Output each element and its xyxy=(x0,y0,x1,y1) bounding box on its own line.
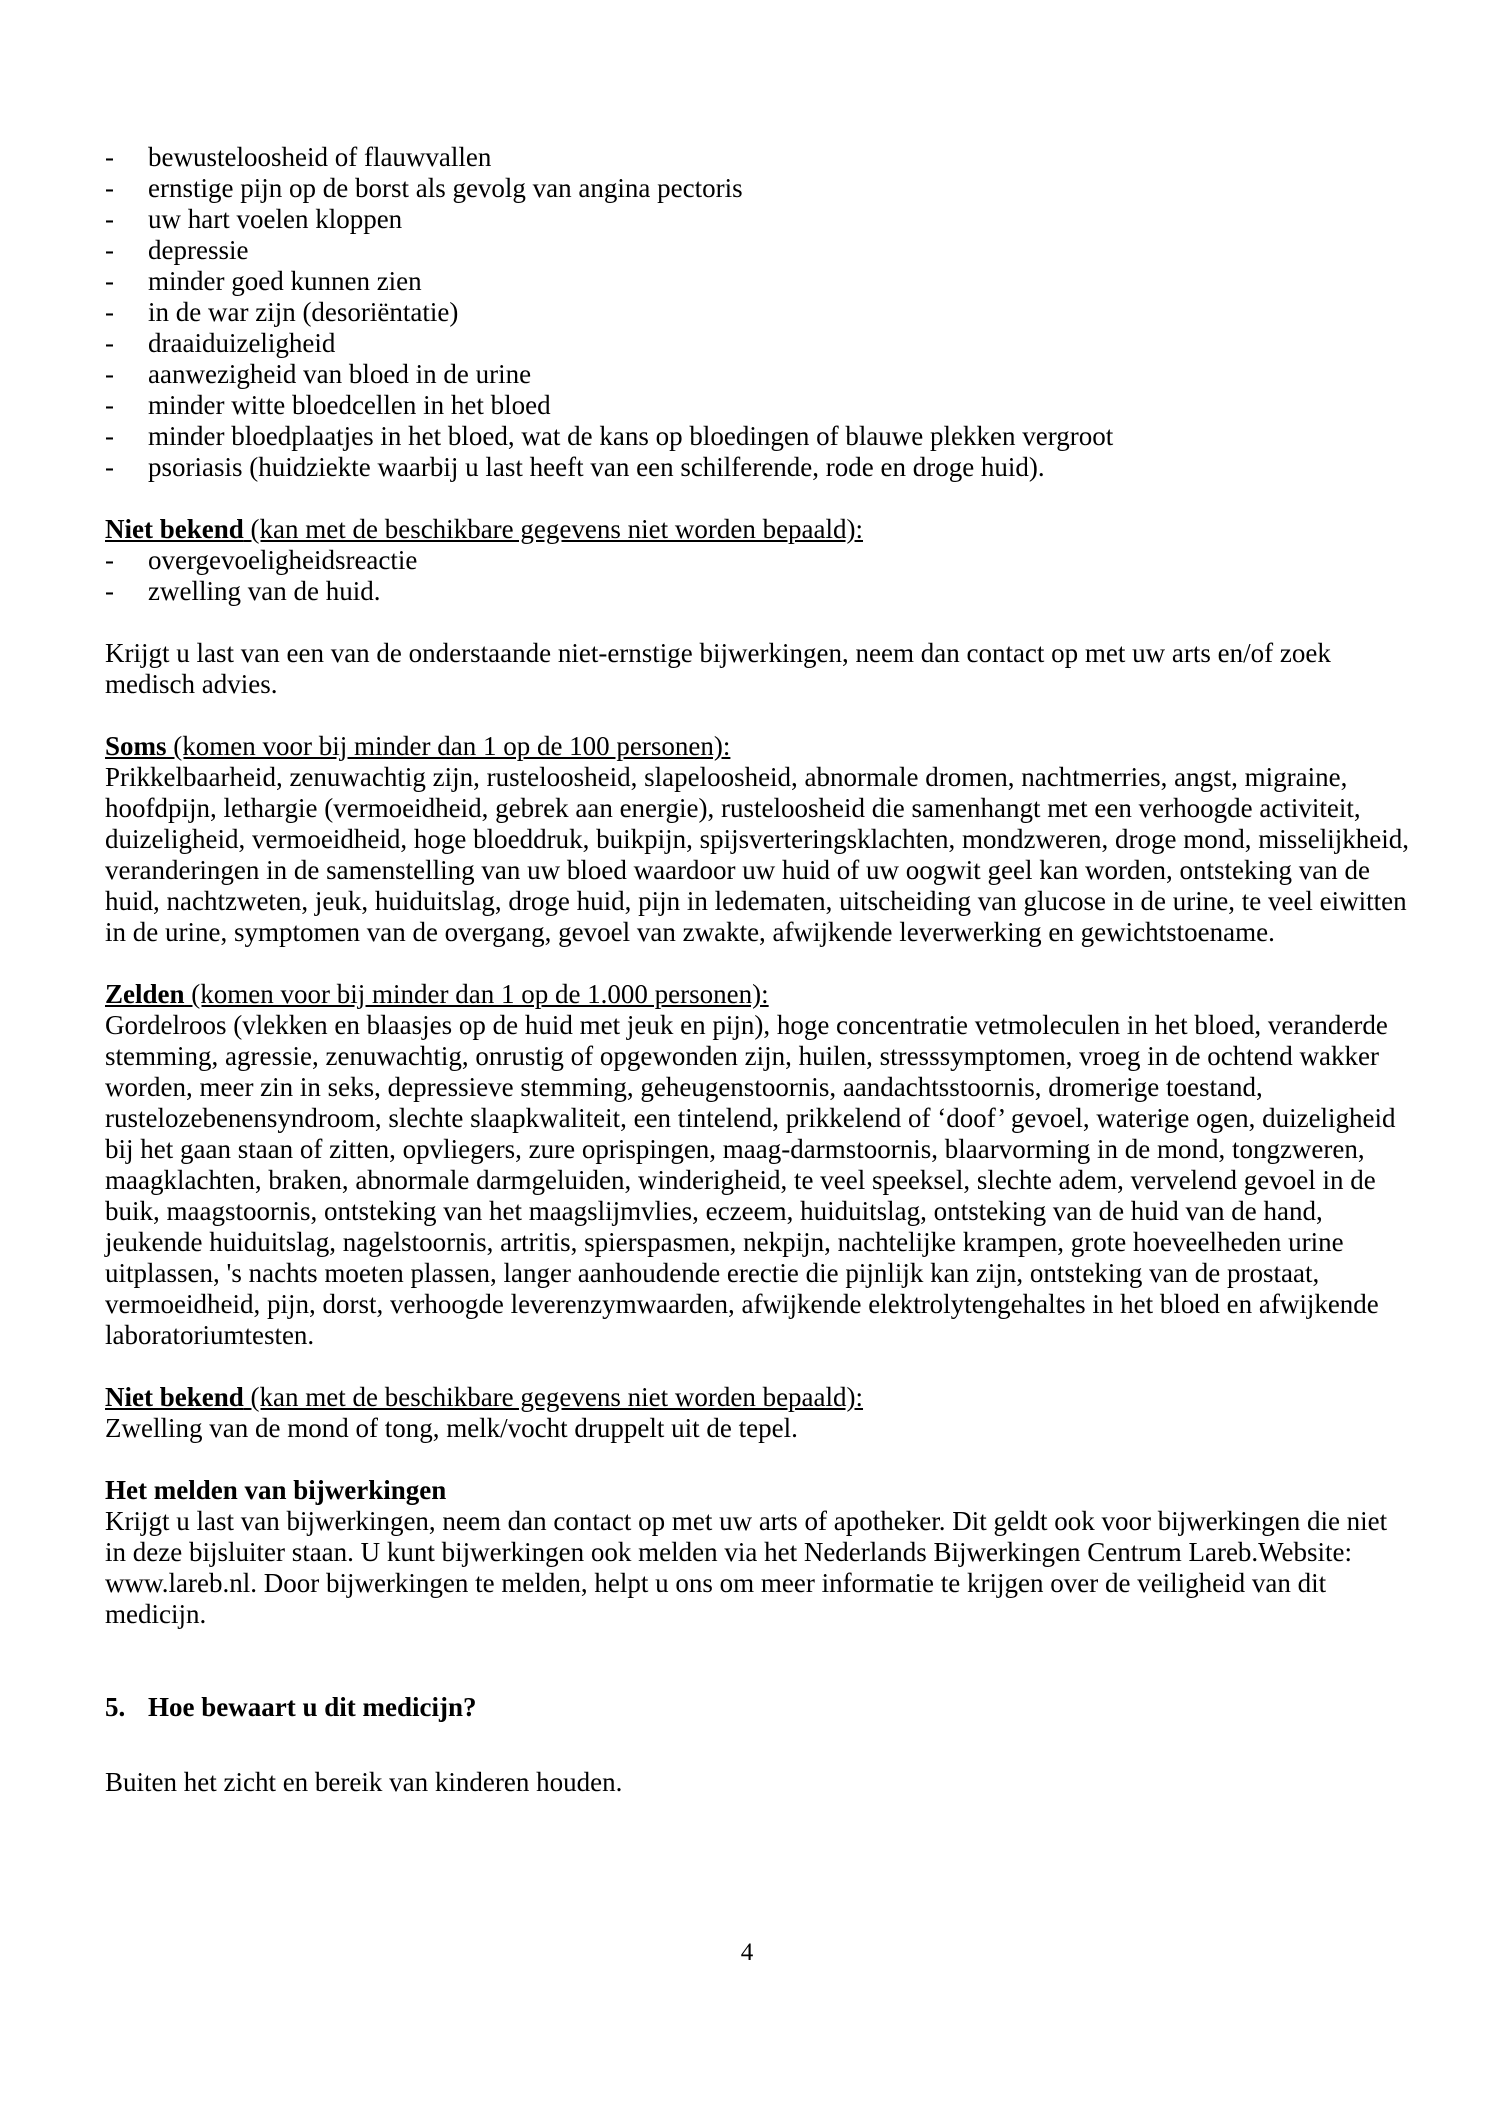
list-item-text: ernstige pijn op de borst als gevolg van angina pectoris xyxy=(148,173,743,203)
list-item-text: bewusteloosheid of flauwvallen xyxy=(148,142,492,172)
list-item-text: in de war zijn (desoriëntatie) xyxy=(148,297,459,327)
section-5-heading xyxy=(105,1692,1410,1723)
dash-marker: - xyxy=(105,545,114,575)
heading-bold-text: Zelden xyxy=(105,979,185,1009)
melden-paragraph: Krijgt u last van bijwerkingen, neem dan contact op met uw arts of apotheker. Dit geldt ook voor bijwerkingen die niet in deze bijsluiter staan. U kunt bijwerkingen ook melden via het Nederlands Bijwerkingen Centrum Lareb.Website: www.lareb.nl. Door bijwerkingen te melden, helpt u ons om meer informatie te krijgen over de veiligheid van dit medicijn. xyxy=(105,1506,1388,1629)
dash-marker: - xyxy=(105,359,114,389)
page-number: 4 xyxy=(740,1939,754,1966)
list-item-text: aanwezigheid van bloed in de urine xyxy=(148,359,532,389)
list-item xyxy=(105,452,1410,483)
list-item xyxy=(105,235,1410,266)
section-5-number: 5. xyxy=(105,1692,126,1722)
zelden-paragraph: Gordelroos (vlekken en blaasjes op de huid met jeuk en pijn), hoge concentratie vetmoleculen in het bloed, veranderde stemming, agressie, zenuwachtig, onrustig of opgewonden zijn, huilen, stresssymptomen, vroeg in de ochtend wakker worden, meer zin in seks, depressieve stemming, geheugenstoornis, aandachtsstoornis, dromerige toestand, rustelozebenensyndroom, slechte slaapkwaliteit, een tintelend, prikkelend of ‘doof’ gevoel, waterige ogen, duizeligheid bij het gaan staan of zitten, opvliegers, zure oprispingen, maag-darmstoornis, blaarvorming in de mond, tongzweren, maagklachten, braken, abnormale darmgeluiden, winderigheid, te veel speeksel, slechte adem, vervelend gevoel in de buik, maagstoornis, ontsteking van het maagslijmvlies, eczeem, huiduitslag, ontsteking van de huid van de hand, jeukende huiduitslag, nagelstoornis, artritis, spierspasmen, nekpijn, nachtelijke krampen, grote hoeveelheden urine uitplassen, 's nachts moeten plassen, langer aanhoudende erectie die pijnlijk kan zijn, ontsteking van de prostaat, vermoeidheid, pijn, dorst, verhoogde leverenzymwaarden, afwijkende elektrolytengehaltes in het bloed en afwijkende laboratoriumtesten. xyxy=(105,1010,1396,1350)
niet-bekend-2-text: Zwelling van de mond of tong, melk/vocht druppelt uit de tepel. xyxy=(105,1413,798,1443)
list-item xyxy=(105,576,1410,607)
side-effects-list-secondary xyxy=(105,545,1410,607)
heading-rest-text: (komen voor bij minder dan 1 op de 100 personen): xyxy=(166,731,731,761)
side-effects-list-primary xyxy=(105,142,1410,483)
list-item xyxy=(105,545,1410,576)
list-item xyxy=(105,390,1410,421)
list-item xyxy=(105,173,1410,204)
page-content xyxy=(105,142,1410,1798)
heading-het-melden: Het melden van bijwerkingen xyxy=(105,1475,447,1505)
storage-paragraph: Buiten het zicht en bereik van kinderen houden. xyxy=(105,1767,623,1797)
soms-paragraph: Prikkelbaarheid, zenuwachtig zijn, rusteloosheid, slapeloosheid, abnormale dromen, nachtmerries, angst, migraine, hoofdpijn, lethargie (vermoeidheid, gebrek aan energie), rusteloosheid die samenhangt met een verhoogde activiteit, duizeligheid, vermoeidheid, hoge bloeddruk, buikpijn, spijsverteringsklachten, mondzweren, droge mond, misselijkheid, veranderingen in de samenstelling van uw bloed waardoor uw huid of uw oogwit geel kan worden, ontsteking van de huid, nachtzweten, jeuk, huiduitslag, droge huid, pijn in ledematen, uitscheiding van glucose in de urine, te veel eiwitten in de urine, symptomen van de overgang, gevoel van zwakte, afwijkende leverwerking en gewichtstoename. xyxy=(105,762,1409,947)
list-item-text: minder witte bloedcellen in het bloed xyxy=(148,390,551,420)
section-5-title: Hoe bewaart u dit medicijn? xyxy=(148,1692,477,1722)
list-item-text: zwelling van de huid. xyxy=(148,576,381,606)
advice-paragraph: Krijgt u last van een van de onderstaande niet-ernstige bijwerkingen, neem dan contact op met uw arts en/of zoek medisch advies. xyxy=(105,638,1331,699)
list-item xyxy=(105,359,1410,390)
dash-marker: - xyxy=(105,297,114,327)
list-item xyxy=(105,328,1410,359)
heading-bold-text: Niet bekend xyxy=(105,1382,244,1412)
list-item-text: uw hart voelen kloppen xyxy=(148,204,403,234)
dash-marker: - xyxy=(105,421,114,451)
heading-bold-text: Soms xyxy=(105,731,167,761)
dash-marker: - xyxy=(105,328,114,358)
dash-marker: - xyxy=(105,204,114,234)
heading-rest-text: (kan met de beschikbare gegevens niet worden bepaald): xyxy=(243,514,864,544)
list-item-text: minder bloedplaatjes in het bloed, wat de kans op bloedingen of blauwe plekken vergroot xyxy=(148,421,1114,451)
heading-rest-text: (kan met de beschikbare gegevens niet worden bepaald): xyxy=(243,1382,864,1412)
list-item xyxy=(105,266,1410,297)
dash-marker: - xyxy=(105,235,114,265)
list-item xyxy=(105,421,1410,452)
list-item xyxy=(105,142,1410,173)
list-item xyxy=(105,204,1410,235)
list-item-text: psoriasis (huidziekte waarbij u last heeft van een schilferende, rode en droge huid). xyxy=(148,452,1045,482)
heading-niet-bekend-2 xyxy=(105,1382,1410,1413)
list-item-text: depressie xyxy=(148,235,249,265)
dash-marker: - xyxy=(105,266,114,296)
dash-marker: - xyxy=(105,142,114,172)
heading-rest-text: (komen voor bij minder dan 1 op de 1.000 personen): xyxy=(184,979,769,1009)
dash-marker: - xyxy=(105,390,114,420)
list-item-text: minder goed kunnen zien xyxy=(148,266,422,296)
list-item-text: draaiduizeligheid xyxy=(148,328,336,358)
heading-bold-text: Niet bekend xyxy=(105,514,244,544)
list-item-text: overgevoeligheidsreactie xyxy=(148,545,418,575)
dash-marker: - xyxy=(105,173,114,203)
dash-marker: - xyxy=(105,452,114,482)
heading-soms xyxy=(105,731,1410,762)
heading-niet-bekend-1 xyxy=(105,514,1410,545)
list-item xyxy=(105,297,1410,328)
heading-zelden xyxy=(105,979,1410,1010)
dash-marker: - xyxy=(105,576,114,606)
